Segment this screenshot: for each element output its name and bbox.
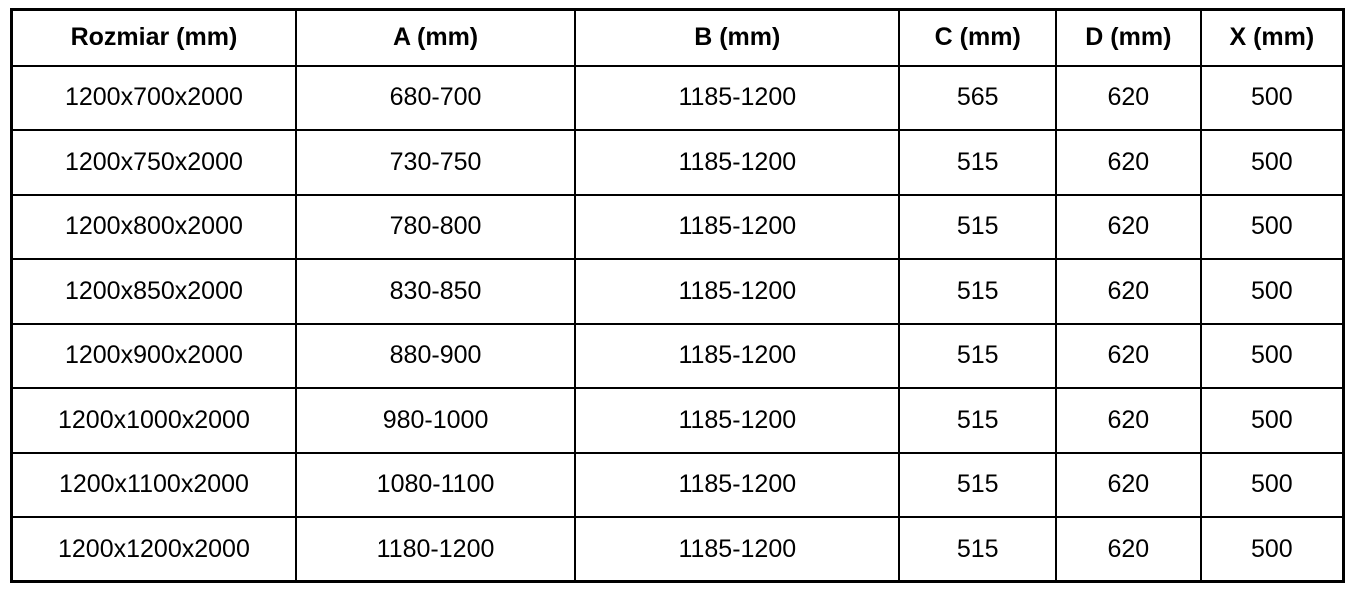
- table-cell: 880-900: [296, 324, 575, 389]
- table-cell: 515: [899, 259, 1056, 324]
- table-cell: 565: [899, 66, 1056, 131]
- table-cell: 500: [1201, 453, 1344, 518]
- table-cell: 500: [1201, 195, 1344, 260]
- table-cell: 620: [1056, 130, 1201, 195]
- table-header-row: [12, 10, 1344, 66]
- column-header-b: B (mm): [575, 10, 899, 66]
- table-cell: 1185-1200: [575, 324, 899, 389]
- table-row: [12, 130, 1344, 195]
- table-cell: 500: [1201, 517, 1344, 582]
- table-cell: 1200x700x2000: [12, 66, 296, 131]
- table-cell: 980-1000: [296, 388, 575, 453]
- column-header-a: A (mm): [296, 10, 575, 66]
- table-cell: 1185-1200: [575, 517, 899, 582]
- table-cell: 620: [1056, 259, 1201, 324]
- table-cell: 1185-1200: [575, 453, 899, 518]
- table-row: [12, 517, 1344, 582]
- table-cell: 500: [1201, 388, 1344, 453]
- table-body: [12, 66, 1344, 582]
- table-row: [12, 259, 1344, 324]
- table-cell: 620: [1056, 66, 1201, 131]
- table-cell: 1200x800x2000: [12, 195, 296, 260]
- table-row: [12, 195, 1344, 260]
- table-cell: 1080-1100: [296, 453, 575, 518]
- table-cell: 500: [1201, 130, 1344, 195]
- table-cell: 1180-1200: [296, 517, 575, 582]
- table-cell: 1200x1200x2000: [12, 517, 296, 582]
- table-cell: 500: [1201, 324, 1344, 389]
- table-cell: 620: [1056, 195, 1201, 260]
- table-cell: 1200x850x2000: [12, 259, 296, 324]
- table-cell: 515: [899, 324, 1056, 389]
- table-cell: 1200x750x2000: [12, 130, 296, 195]
- table-cell: 1185-1200: [575, 388, 899, 453]
- table-row: [12, 388, 1344, 453]
- column-header-x: X (mm): [1201, 10, 1344, 66]
- table-row: [12, 324, 1344, 389]
- table-cell: 500: [1201, 259, 1344, 324]
- table-cell: 1185-1200: [575, 130, 899, 195]
- table-cell: 515: [899, 453, 1056, 518]
- table-cell: 500: [1201, 66, 1344, 131]
- table-cell: 1200x1000x2000: [12, 388, 296, 453]
- column-header-rozmiar: Rozmiar (mm): [12, 10, 296, 66]
- column-header-d: D (mm): [1056, 10, 1201, 66]
- table-cell: 730-750: [296, 130, 575, 195]
- table-cell: 680-700: [296, 66, 575, 131]
- table-cell: 830-850: [296, 259, 575, 324]
- dimensions-table: [10, 8, 1345, 583]
- dimensions-table-wrap: [10, 8, 1345, 583]
- table-cell: 515: [899, 195, 1056, 260]
- table-cell: 620: [1056, 517, 1201, 582]
- table-cell: 620: [1056, 324, 1201, 389]
- table-row: [12, 453, 1344, 518]
- table-cell: 1185-1200: [575, 259, 899, 324]
- table-cell: 780-800: [296, 195, 575, 260]
- column-header-c: C (mm): [899, 10, 1056, 66]
- table-cell: 515: [899, 517, 1056, 582]
- table-cell: 1200x900x2000: [12, 324, 296, 389]
- table-cell: 1185-1200: [575, 195, 899, 260]
- table-row: [12, 66, 1344, 131]
- table-cell: 1200x1100x2000: [12, 453, 296, 518]
- table-cell: 620: [1056, 388, 1201, 453]
- table-cell: 1185-1200: [575, 66, 899, 131]
- table-cell: 515: [899, 130, 1056, 195]
- table-cell: 515: [899, 388, 1056, 453]
- table-cell: 620: [1056, 453, 1201, 518]
